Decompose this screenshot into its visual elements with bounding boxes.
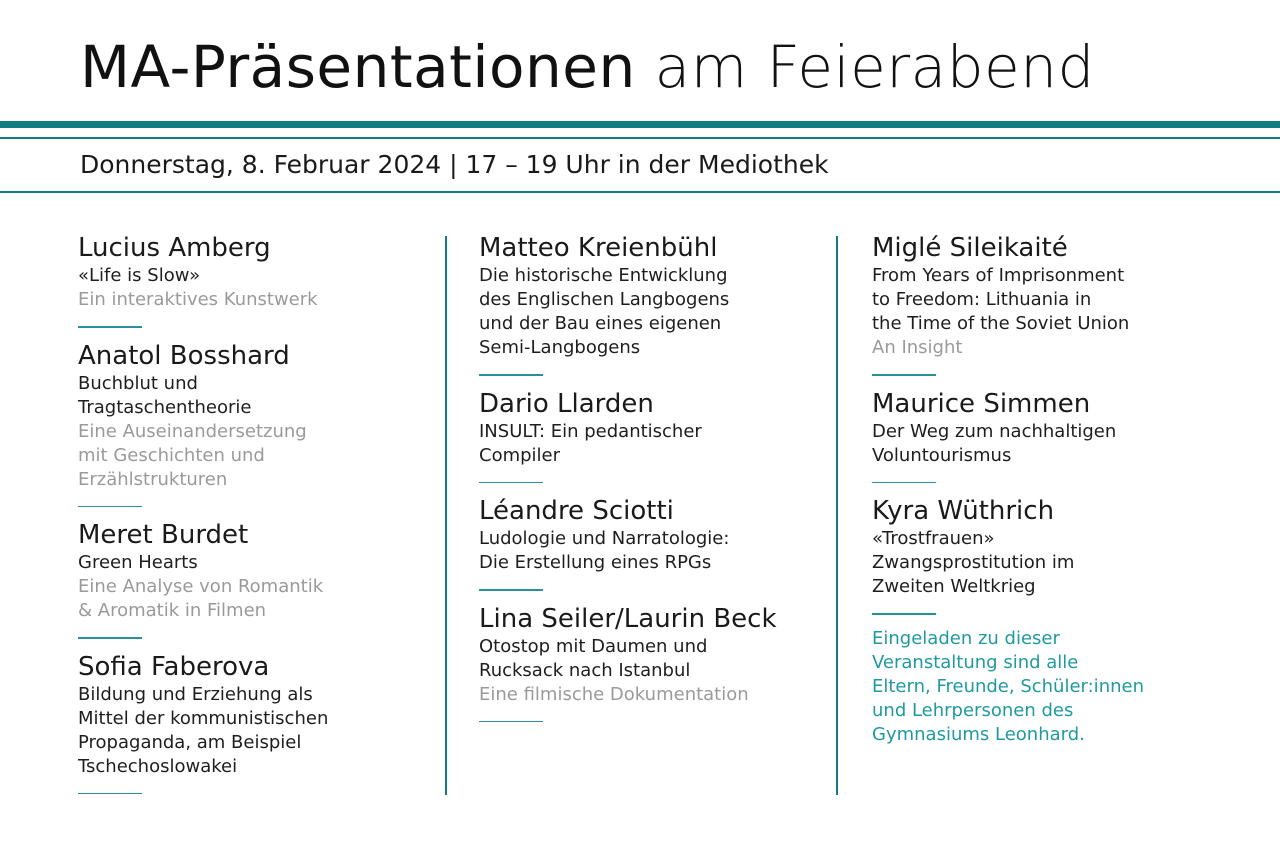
presentation-entry xyxy=(872,388,1212,484)
presentation-title-line: Die historische Entwicklung xyxy=(479,265,728,286)
header-rule-thick xyxy=(0,121,1280,128)
presentation-title-line: Der Weg zum nachhaltigen xyxy=(872,420,1117,442)
entry-separator xyxy=(872,482,936,484)
entry-separator xyxy=(479,721,543,723)
invitation-line: und Lehrpersonen des xyxy=(872,699,1074,721)
invitation-line: Eingeladen zu dieser xyxy=(872,627,1060,649)
student-name: Matteo Kreienbühl xyxy=(479,233,718,263)
presentation-title-line: Semi-Langbogens xyxy=(479,337,641,358)
entry-separator xyxy=(78,637,142,639)
column-divider xyxy=(445,236,447,795)
presentation-subtitle-line: Eine filmische Dokumentation xyxy=(479,683,749,705)
presentation-entry xyxy=(479,232,824,376)
student-name: Lina Seiler/Laurin Beck xyxy=(479,603,777,634)
presentation-title-line: Green Hearts xyxy=(78,552,198,573)
presentation-title-line: Zwangsprostitution im xyxy=(872,552,1075,573)
title-rest: am Feierabend xyxy=(654,33,1095,101)
presentation-entry xyxy=(479,495,824,591)
presentation-column xyxy=(872,232,1212,747)
presentation-title-line: Die Erstellung eines RPGs xyxy=(479,552,712,573)
presentation-entry xyxy=(479,388,824,484)
presentation-subtitle-line: An Insight xyxy=(872,337,963,358)
presentation-title-line: to Freedom: Lithuania in xyxy=(872,289,1092,310)
entry-separator xyxy=(479,374,543,376)
presentation-entry xyxy=(78,519,433,639)
entry-separator xyxy=(479,482,543,484)
presentation-entry xyxy=(78,232,433,328)
presentation-title-line: Ludologie und Narratologie: xyxy=(479,528,730,549)
presentation-title-line: the Time of the Soviet Union xyxy=(872,313,1130,334)
presentation-title-line: From Years of Imprisonment xyxy=(872,265,1125,286)
presentation-title-line: Propaganda, am Beispiel xyxy=(78,731,302,753)
presentation-entry xyxy=(78,651,433,795)
presentation-title-line: des Englischen Langbogens xyxy=(479,289,730,310)
invitation-note xyxy=(872,627,1212,747)
presentation-title-line: Tschechoslowakei xyxy=(78,755,238,777)
subtitle-rule xyxy=(0,191,1280,193)
presentation-title-line: Otostop mit Daumen und xyxy=(479,635,708,657)
entry-separator xyxy=(872,613,936,615)
presentation-subtitle-line: Eine Auseinandersetzung xyxy=(78,420,307,442)
entry-separator xyxy=(78,793,142,795)
presentation-column xyxy=(479,232,824,734)
student-name: Kyra Wüthrich xyxy=(872,496,1055,526)
presentation-subtitle-line: Ein interaktives Kunstwerk xyxy=(78,289,318,310)
entry-separator xyxy=(78,326,142,328)
invitation-line: Eltern, Freunde, Schüler:innen xyxy=(872,675,1144,697)
presentation-title-line: Bildung und Erziehung als xyxy=(78,683,313,705)
presentation-title-line: Rucksack nach Istanbul xyxy=(479,659,691,681)
presentation-entry xyxy=(78,340,433,508)
title-main: MA-Präsentationen xyxy=(80,33,636,101)
presentation-entry xyxy=(872,232,1212,376)
presentation-title-line: Compiler xyxy=(479,444,561,466)
page-title xyxy=(80,32,1095,102)
presentation-entry xyxy=(479,603,824,723)
student-name: Anatol Bosshard xyxy=(78,340,290,371)
column-divider xyxy=(836,236,838,795)
presentation-title-line: Mittel der kommunistischen xyxy=(78,707,329,729)
entry-separator xyxy=(872,374,936,376)
presentation-title-line: Zweiten Weltkrieg xyxy=(872,576,1036,597)
presentation-title-line: Buchblut und xyxy=(78,372,198,394)
invitation-line: Gymnasiums Leonhard. xyxy=(872,723,1085,745)
presentation-subtitle-line: & Aromatik in Filmen xyxy=(78,600,267,621)
student-name: Sofia Faberova xyxy=(78,651,270,682)
presentation-title-line: «Life is Slow» xyxy=(78,265,201,286)
header-rule-thin xyxy=(0,137,1280,139)
student-name: Léandre Sciotti xyxy=(479,496,674,526)
presentation-subtitle-line: Erzählstrukturen xyxy=(78,468,228,490)
event-date-time: Donnerstag, 8. Februar 2024 | 17 – 19 Uhr in der Mediothek xyxy=(80,150,829,179)
entry-separator xyxy=(78,506,142,508)
presentation-title-line: «Trostfrauen» xyxy=(872,528,995,549)
presentation-entry xyxy=(872,495,1212,615)
student-name: Dario Llarden xyxy=(479,388,654,419)
presentation-title-line: INSULT: Ein pedantischer xyxy=(479,420,702,442)
student-name: Meret Burdet xyxy=(78,520,249,550)
presentation-title-line: Tragtaschentheorie xyxy=(78,396,252,418)
presentation-column xyxy=(78,232,433,806)
presentation-title-line: und der Bau eines eigenen xyxy=(479,313,722,334)
student-name: Miglé Sileikaité xyxy=(872,233,1068,263)
presentation-subtitle-line: mit Geschichten und xyxy=(78,444,265,466)
presentation-title-line: Voluntourismus xyxy=(872,444,1012,466)
entry-separator xyxy=(479,589,543,591)
invitation-line: Veranstaltung sind alle xyxy=(872,651,1079,673)
student-name: Maurice Simmen xyxy=(872,388,1091,419)
student-name: Lucius Amberg xyxy=(78,233,271,263)
presentation-subtitle-line: Eine Analyse von Romantik xyxy=(78,576,324,597)
